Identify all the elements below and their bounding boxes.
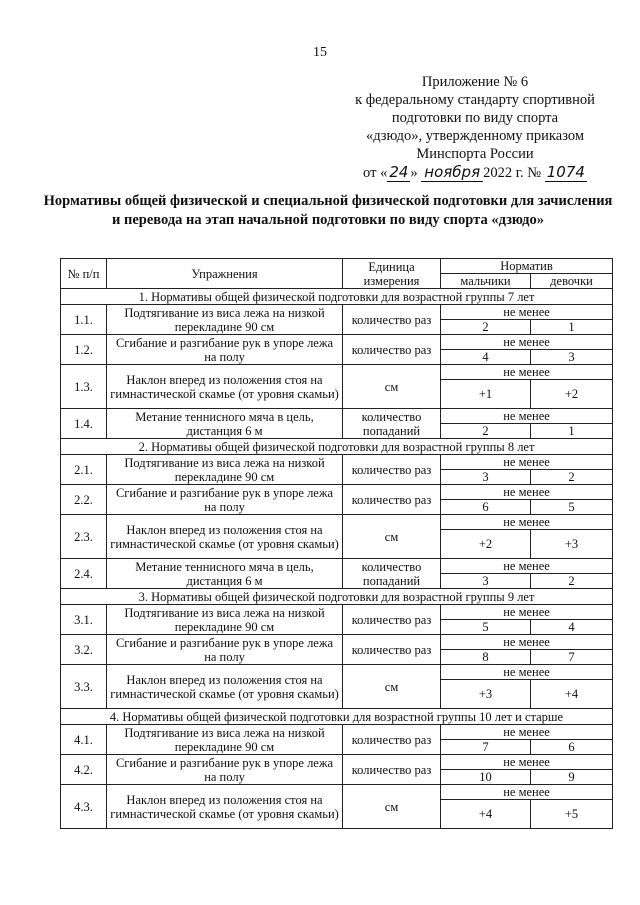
row-qualifier: не менее [441, 335, 613, 350]
document-title: Нормативы общей физической и специальной физической подготовки для зачисления и перевода на этап начальной подготовки по виду спорта «дзюдо» [43, 193, 613, 228]
row-number: 4.2. [61, 755, 107, 785]
row-unit: см [343, 665, 441, 709]
row-number: 1.3. [61, 365, 107, 409]
row-value-boys: 2 [441, 424, 531, 439]
row-value-boys: 6 [441, 500, 531, 515]
row-value-boys: +4 [441, 800, 531, 829]
row-value-girls: 2 [531, 574, 613, 589]
row-number: 2.3. [61, 515, 107, 559]
row-exercise: Подтягивание из виса лежа на низкой перекладине 90 см [107, 605, 343, 635]
appendix-line-sport: подготовки по виду спорта [391, 110, 559, 126]
row-value-girls: 2 [531, 470, 613, 485]
row-value-boys: +2 [441, 530, 531, 559]
section-title: 1. Нормативы общей физической подготовки для возрастной группы 7 лет [61, 289, 613, 305]
row-unit: количество попаданий [343, 409, 441, 439]
section-title: 4. Нормативы общей физической подготовки для возрастной группы 10 лет и старше [61, 709, 613, 725]
row-qualifier: не менее [441, 635, 613, 650]
appendix-title: Приложение № 6 [421, 74, 529, 90]
row-number: 3.2. [61, 635, 107, 665]
row-unit: количество раз [343, 755, 441, 785]
row-value-boys: +3 [441, 680, 531, 709]
row-number: 4.1. [61, 725, 107, 755]
row-unit: количество раз [343, 635, 441, 665]
header-boys: мальчики [441, 274, 531, 289]
table-row [61, 515, 613, 530]
row-unit: количество попаданий [343, 559, 441, 589]
appendix-line-standard: к федеральному стандарту спортивной [355, 92, 595, 108]
row-unit: количество раз [343, 335, 441, 365]
page-number: 15 [313, 45, 327, 60]
section-row [61, 589, 613, 605]
table-row [61, 605, 613, 620]
row-qualifier: не менее [441, 485, 613, 500]
row-qualifier: не менее [441, 785, 613, 800]
row-value-boys: 7 [441, 740, 531, 755]
appendix-date-line [340, 163, 610, 182]
row-exercise: Подтягивание из виса лежа на низкой перекладине 90 см [107, 455, 343, 485]
table-row [61, 365, 613, 380]
row-value-girls: 5 [531, 500, 613, 515]
row-value-girls: 4 [531, 620, 613, 635]
section-title: 2. Нормативы общей физической подготовки для возрастной группы 8 лет [61, 439, 613, 455]
table-row [61, 635, 613, 650]
row-value-girls: 3 [531, 350, 613, 365]
row-value-boys: +1 [441, 380, 531, 409]
row-exercise: Подтягивание из виса лежа на низкой перекладине 90 см [107, 305, 343, 335]
row-qualifier: не менее [441, 515, 613, 530]
row-value-girls: +5 [531, 800, 613, 829]
table-row [61, 305, 613, 320]
header-num: № п/п [61, 259, 107, 289]
row-unit: количество раз [343, 485, 441, 515]
table-row [61, 409, 613, 424]
row-value-boys: 10 [441, 770, 531, 785]
section-row [61, 709, 613, 725]
header-norm: Норматив [441, 259, 613, 274]
row-exercise: Наклон вперед из положения стоя на гимнастической скамье (от уровня скамьи) [107, 515, 343, 559]
row-unit: количество раз [343, 725, 441, 755]
row-number: 2.1. [61, 455, 107, 485]
row-value-girls: 7 [531, 650, 613, 665]
row-qualifier: не менее [441, 605, 613, 620]
row-value-girls: +2 [531, 380, 613, 409]
row-exercise: Сгибание и разгибание рук в упоре лежа на полу [107, 635, 343, 665]
row-value-boys: 3 [441, 470, 531, 485]
norms-table [60, 258, 613, 829]
row-qualifier: не менее [441, 409, 613, 424]
header-exercise: Упражнения [107, 259, 343, 289]
row-exercise: Подтягивание из виса лежа на низкой перекладине 90 см [107, 725, 343, 755]
date-day: 24 [389, 163, 409, 181]
header-unit: Единица измерения [343, 259, 441, 289]
row-number: 2.2. [61, 485, 107, 515]
row-value-girls: 1 [531, 424, 613, 439]
row-qualifier: не менее [441, 305, 613, 320]
row-value-boys: 3 [441, 574, 531, 589]
row-number: 2.4. [61, 559, 107, 589]
row-number: 3.3. [61, 665, 107, 709]
section-row [61, 439, 613, 455]
row-number: 3.1. [61, 605, 107, 635]
appendix-line-ministry: Минспорта России [416, 146, 534, 162]
table-row [61, 785, 613, 800]
appendix-line-order: «дзюдо», утвержденному приказом [366, 128, 584, 144]
row-unit: см [343, 365, 441, 409]
appendix-block [340, 73, 610, 182]
row-qualifier: не менее [441, 725, 613, 740]
row-qualifier: не менее [441, 755, 613, 770]
row-exercise: Наклон вперед из положения стоя на гимнастической скамье (от уровня скамьи) [107, 785, 343, 829]
row-unit: количество раз [343, 605, 441, 635]
row-unit: см [343, 515, 441, 559]
date-month: ноября [421, 163, 483, 182]
row-unit: количество раз [343, 455, 441, 485]
row-value-boys: 8 [441, 650, 531, 665]
header-girls: девочки [531, 274, 613, 289]
row-qualifier: не менее [441, 365, 613, 380]
table-row [61, 455, 613, 470]
row-value-girls: 9 [531, 770, 613, 785]
row-value-boys: 4 [441, 350, 531, 365]
row-exercise: Сгибание и разгибание рук в упоре лежа на полу [107, 335, 343, 365]
date-year: 2022 г. № [483, 165, 542, 181]
row-value-girls: 1 [531, 320, 613, 335]
header-row [61, 259, 613, 274]
table-row [61, 725, 613, 740]
row-qualifier: не менее [441, 559, 613, 574]
row-exercise: Метание теннисного мяча в цель, дистанция 6 м [107, 409, 343, 439]
row-value-girls: +4 [531, 680, 613, 709]
row-exercise: Наклон вперед из положения стоя на гимнастической скамье (от уровня скамьи) [107, 665, 343, 709]
table-row [61, 755, 613, 770]
row-qualifier: не менее [441, 665, 613, 680]
table-row [61, 665, 613, 680]
row-number: 1.1. [61, 305, 107, 335]
row-unit: количество раз [343, 305, 441, 335]
row-value-boys: 5 [441, 620, 531, 635]
row-number: 1.2. [61, 335, 107, 365]
row-value-girls: 6 [531, 740, 613, 755]
row-value-girls: +3 [531, 530, 613, 559]
row-exercise: Наклон вперед из положения стоя на гимнастической скамье (от уровня скамьи) [107, 365, 343, 409]
row-number: 4.3. [61, 785, 107, 829]
row-exercise: Сгибание и разгибание рук в упоре лежа на полу [107, 755, 343, 785]
row-qualifier: не менее [441, 455, 613, 470]
table-row [61, 335, 613, 350]
row-value-boys: 2 [441, 320, 531, 335]
row-exercise: Сгибание и разгибание рук в упоре лежа на полу [107, 485, 343, 515]
date-day-close: » [410, 165, 418, 181]
norms-table-body [61, 259, 613, 829]
date-prefix: от « [363, 165, 388, 181]
table-row [61, 485, 613, 500]
section-row [61, 289, 613, 305]
table-row [61, 559, 613, 574]
order-number: 1074 [546, 163, 585, 181]
row-number: 1.4. [61, 409, 107, 439]
row-unit: см [343, 785, 441, 829]
section-title: 3. Нормативы общей физической подготовки для возрастной группы 9 лет [61, 589, 613, 605]
row-exercise: Метание теннисного мяча в цель, дистанция 6 м [107, 559, 343, 589]
